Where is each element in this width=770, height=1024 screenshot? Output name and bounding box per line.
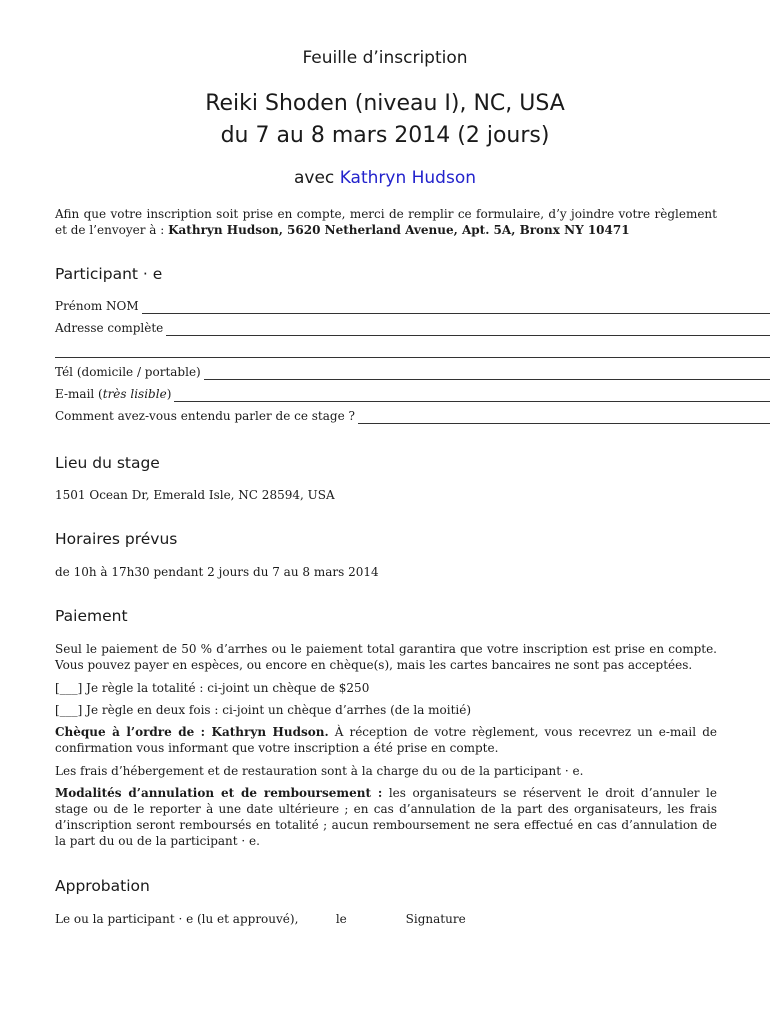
- approval-participant: Le ou la participant · e (lu et approuvé),: [55, 912, 299, 926]
- cheque-text: À réception de votre règlement, vous recevrez un e-mail de confirmation vous informant que votre inscription a été prise en compte.: [55, 725, 717, 755]
- approval-signature-label[interactable]: Signature: [405, 912, 466, 926]
- address-field[interactable]: [55, 320, 770, 336]
- name-input-line[interactable]: [142, 302, 770, 314]
- course-title: [55, 88, 715, 152]
- cheque-label: Chèque à l’ordre de : Kathryn Hudson.: [55, 725, 329, 739]
- cancellation-paragraph: [55, 785, 717, 849]
- course-title-line-2: du 7 au 8 mars 2014 (2 jours): [220, 123, 550, 148]
- teacher-prefix: avec: [293, 168, 335, 188]
- payment-heading: Paiement: [55, 607, 128, 625]
- cheque-paragraph: [55, 724, 717, 756]
- email-label-emph: très lisible: [102, 387, 167, 401]
- course-title-line-1: Reiki Shoden (niveau I), NC, USA: [205, 91, 565, 116]
- email-label: [55, 386, 171, 402]
- fees-text: Les frais d’hébergement et de restauration sont à la charge du ou de la participant · e.: [55, 764, 584, 778]
- intro-text: Afin que votre inscription soit prise en compte, merci de remplir ce formulaire, d’y joindre votre règlement et de l’envoyer à :: [55, 207, 717, 237]
- document-title: Feuille d’inscription: [302, 48, 468, 68]
- address-label: Adresse complète: [55, 321, 164, 335]
- approval-row: [55, 911, 770, 927]
- teacher-line: [55, 168, 715, 188]
- phone-label: Tél (domicile / portable): [55, 365, 201, 379]
- venue-heading: Lieu du stage: [55, 454, 160, 472]
- schedule-heading: Horaires prévus: [55, 530, 178, 548]
- name-field[interactable]: [55, 298, 770, 314]
- email-label-prefix: E-mail (: [55, 387, 103, 401]
- payment-option-half[interactable]: [___] Je règle en deux fois : ci-joint un chèque d’arrhes (de la moitié): [55, 703, 472, 717]
- cancellation-text: les organisateurs se réservent le droit d’annuler le stage ou de le reporter à une date ultérieure ; en cas d’annulation de la part des organisateurs, les frais d’inscription seront remboursés en totalité ; aucun remboursement ne sera effectué en cas d’annulation de la part du ou de la participant · e.: [55, 786, 717, 848]
- name-label: Prénom NOM: [55, 299, 139, 313]
- source-input-line[interactable]: [358, 412, 770, 424]
- phone-field[interactable]: [55, 364, 770, 380]
- payment-intro: Seul le paiement de 50 % d’arrhes ou le paiement total garantira que votre inscription est prise en compte. Vous pouvez payer en espèces, ou encore en chèque(s), mais les cartes bancaires ne sont pas acceptées.: [55, 642, 717, 672]
- source-label: Comment avez-vous entendu parler de ce stage ?: [55, 409, 355, 423]
- teacher-link[interactable]: Kathryn Hudson: [339, 168, 477, 188]
- participant-heading: Participant · e: [55, 265, 163, 283]
- email-label-suffix: ): [166, 387, 172, 401]
- address-input-line[interactable]: [166, 324, 770, 336]
- phone-input-line[interactable]: [204, 368, 770, 380]
- intro-paragraph: [55, 206, 717, 238]
- approval-date-label[interactable]: le: [335, 912, 347, 926]
- source-field[interactable]: [55, 408, 770, 424]
- mailing-address: Kathryn Hudson, 5620 Netherland Avenue, Apt. 5A, Bronx NY 10471: [168, 223, 630, 237]
- approval-heading: Approbation: [55, 877, 150, 895]
- schedule-text: de 10h à 17h30 pendant 2 jours du 7 au 8 mars 2014: [55, 565, 379, 579]
- cancellation-label: Modalités d’annulation et de remboursement :: [55, 786, 383, 800]
- payment-option-full[interactable]: [___] Je règle la totalité : ci-joint un chèque de $250: [55, 681, 370, 695]
- venue-text: 1501 Ocean Dr, Emerald Isle, NC 28594, USA: [55, 488, 335, 502]
- participant-fields: [55, 298, 770, 424]
- email-field[interactable]: [55, 386, 770, 402]
- email-input-line[interactable]: [174, 390, 770, 402]
